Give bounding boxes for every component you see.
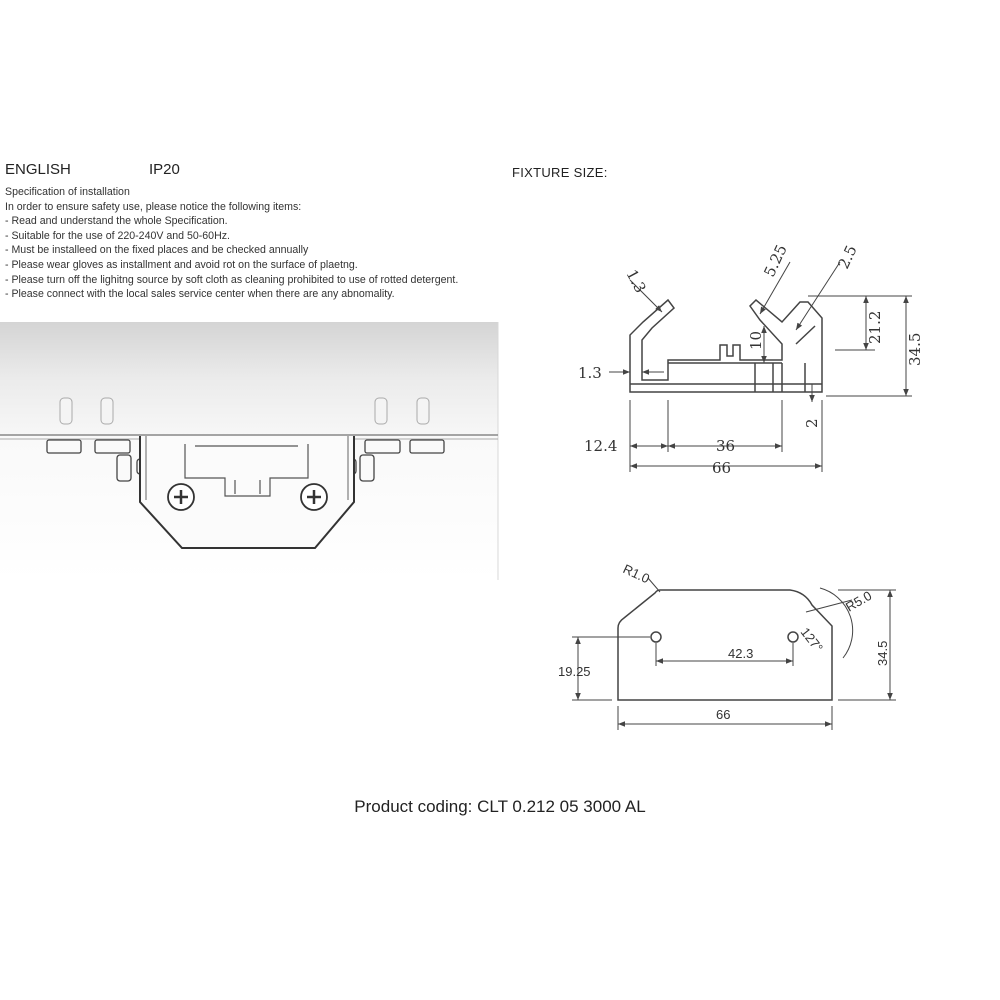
- product-coding: Product coding: CLT 0.212 05 3000 AL: [354, 797, 646, 816]
- dim-r5-0: R5.0: [843, 587, 875, 615]
- bracket-screw-right: [301, 484, 327, 510]
- mount-hole-right: [788, 632, 798, 642]
- dim-2: 2: [803, 418, 821, 428]
- dim-r1-0: R1.0: [620, 561, 652, 587]
- spec-item: - Please turn off the lighitng source by soft cloth as cleaning prohibited to use of rotted detergent.: [5, 273, 459, 286]
- bracket-dimension-labels: [558, 561, 890, 722]
- profile-outline: [630, 300, 822, 392]
- spec-item: - Suitable for the use of 220-240V and 50-60Hz.: [5, 229, 230, 242]
- dim-66: 66: [712, 459, 732, 477]
- spec-intro: In order to ensure safety use, please notice the following items:: [5, 200, 302, 213]
- profile-cross-section: [609, 262, 912, 472]
- ip-rating: IP20: [149, 161, 180, 178]
- language-heading: ENGLISH: [5, 161, 71, 178]
- dim-2-5: 2.5: [834, 242, 861, 272]
- dim-34-5: 34.5: [906, 332, 924, 366]
- dim-66-plate: 66: [716, 707, 731, 722]
- dim-1-3-left: 1.3: [578, 364, 602, 382]
- fixture-size-label: FIXTURE SIZE:: [512, 165, 608, 180]
- dim-19-25: 19.25: [558, 664, 591, 679]
- dim-42-3: 42.3: [728, 646, 754, 661]
- dim-5-25: 5.25: [760, 241, 791, 280]
- installation-illustration: [0, 322, 498, 580]
- spec-item: - Please wear gloves as installment and avoid rot on the surface of plaetng.: [5, 258, 358, 271]
- spec-title: Specification of installation: [5, 186, 130, 198]
- dim-angle: 127°: [797, 624, 827, 656]
- dim-34-5-plate: 34.5: [875, 640, 890, 666]
- dim-12-4: 12.4: [584, 437, 618, 455]
- bracket-plate-outline: [618, 590, 832, 700]
- dim-1-3-top: 1.3: [622, 266, 650, 296]
- dim-21-2: 21.2: [866, 310, 884, 344]
- dim-10: 10: [747, 330, 765, 350]
- bracket-screw-left: [168, 484, 194, 510]
- spec-item: - Read and understand the whole Specification.: [5, 215, 228, 228]
- mount-hole-left: [651, 632, 661, 642]
- spec-item: - Please connect with the local sales service center when there are any abnomality.: [5, 288, 395, 301]
- spec-item: - Must be installeed on the fixed places and be checked annually: [5, 244, 309, 257]
- dim-36: 36: [716, 437, 736, 455]
